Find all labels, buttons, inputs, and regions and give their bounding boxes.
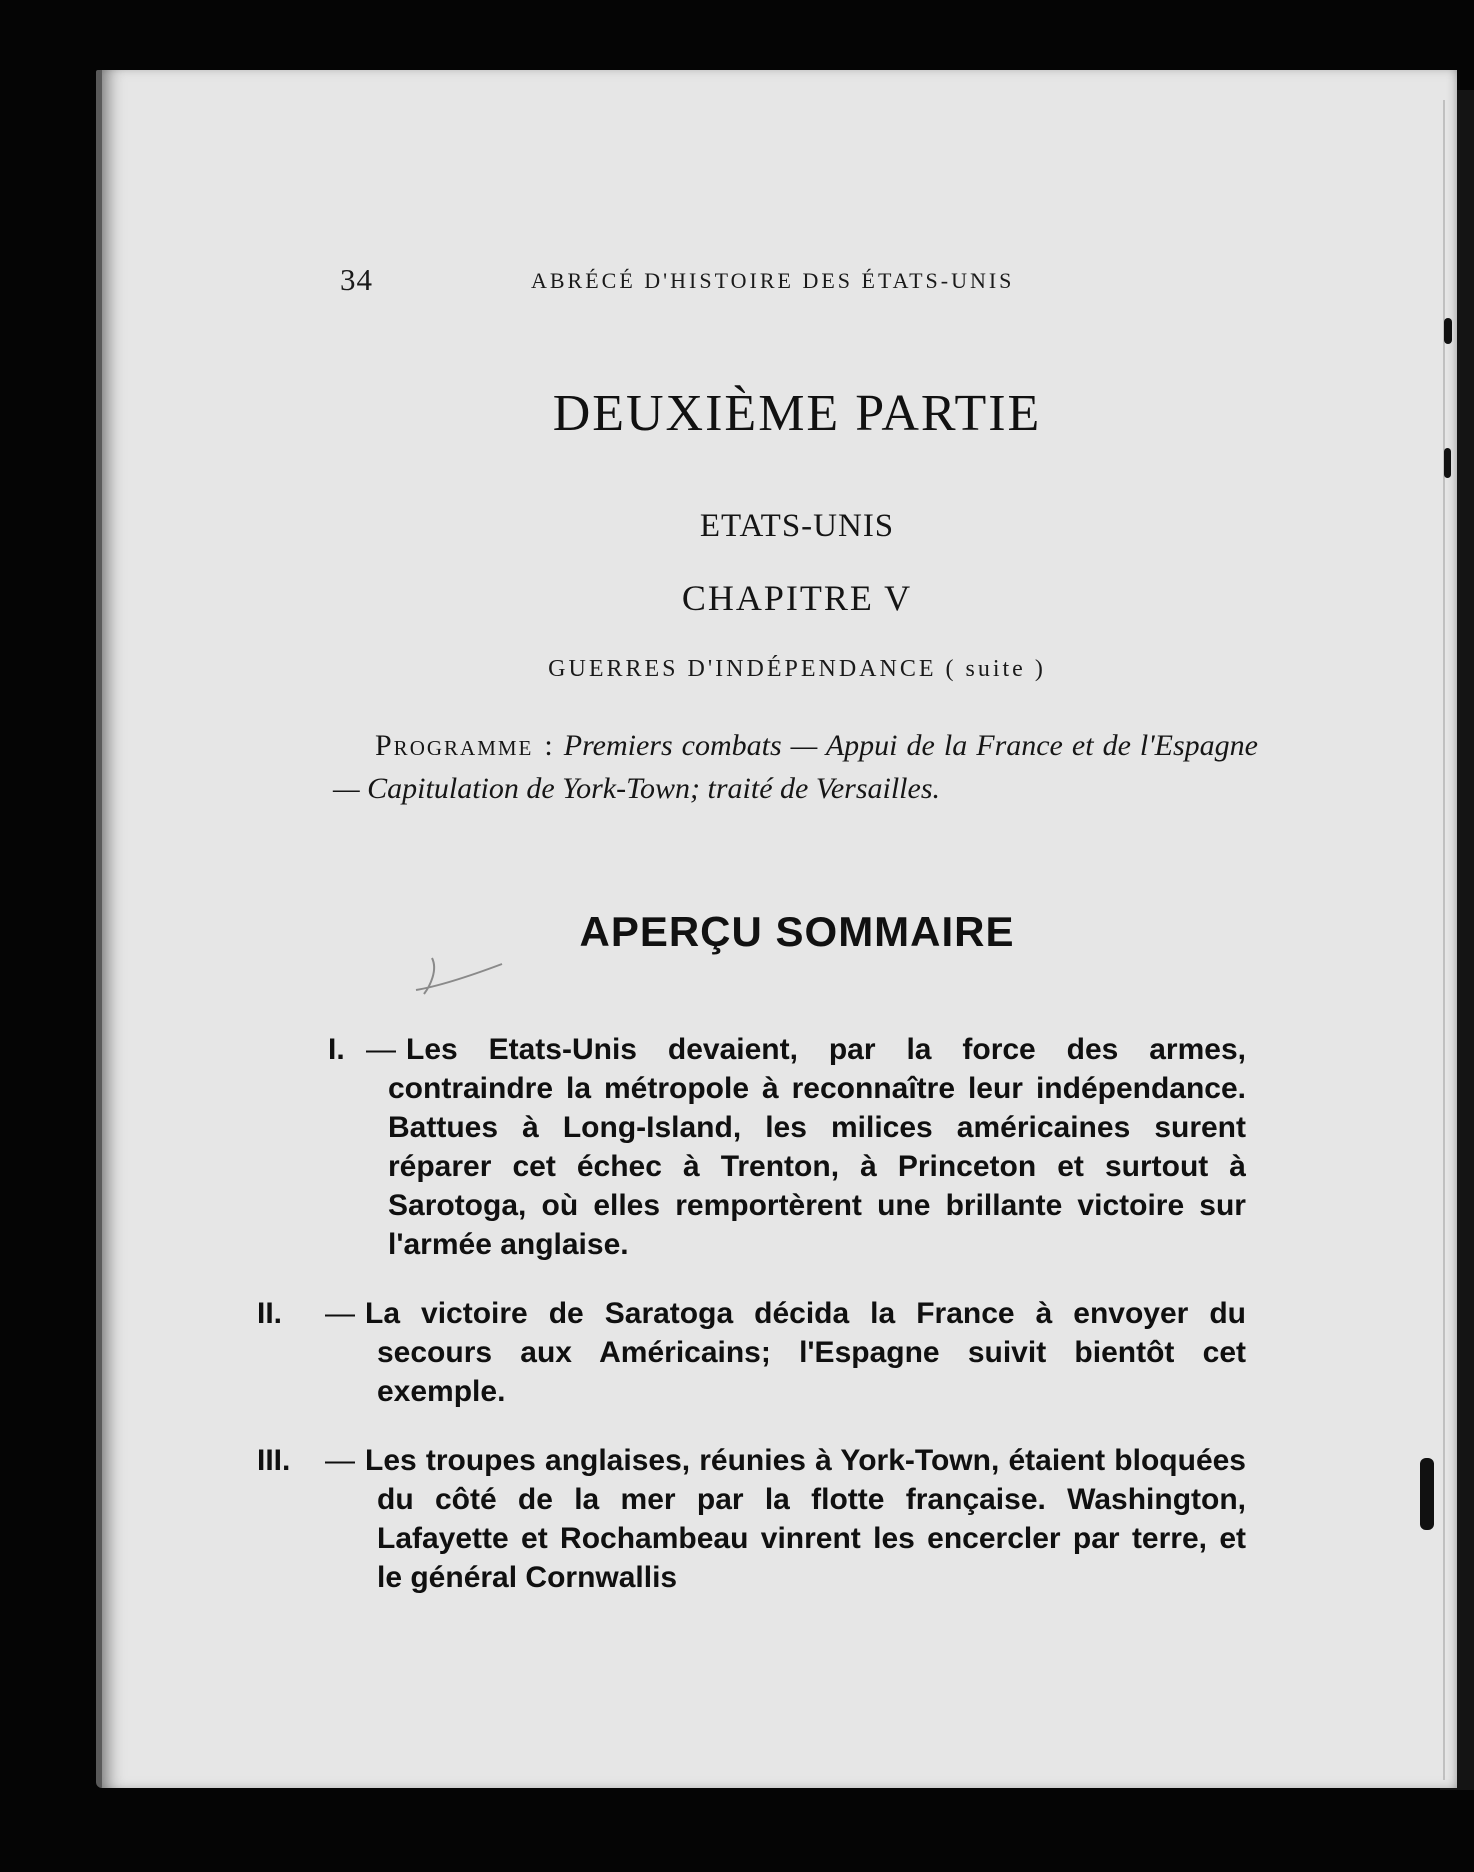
- summary-point: — Les troupes anglaises, réunies à York-Town, étaient bloquées du côté de la mer par la flotte française. Washington, Lafayette et Rochambeau vinrent les encercler par terre, et le général Cornwallis: [325, 1444, 1246, 1594]
- programme-paragraph: [333, 724, 1258, 810]
- pencil-mark-icon: [410, 950, 510, 1010]
- summary-title: APERÇU SOMMAIRE: [579, 908, 1015, 955]
- edge-stain: [1444, 318, 1452, 344]
- point-text: Les troupes anglaises, réunies à York-Town, étaient bloquées du côté de la mer par la flotte française. Washington, Lafayette et Rochambeau vinrent les encercler par terre, et le général Cornwallis: [365, 1444, 1246, 1594]
- section-title: ETATS-UNIS: [699, 508, 895, 544]
- chapter-title: CHAPITRE V: [681, 578, 913, 618]
- edge-stain: [1420, 1458, 1434, 1530]
- part-title: DEUXIÈME PARTIE: [552, 385, 1042, 442]
- summary-points: [320, 1030, 1246, 1627]
- programme-text: Premiers combats — Appui de la France et de l'Espagne — Capitulation de York-Town; traité de Versailles.: [333, 729, 1258, 805]
- edge-stain: [1444, 448, 1451, 478]
- running-title: ABRÉCÉ D'HISTOIRE DES ÉTATS-UNIS: [531, 268, 1015, 293]
- point-text: Les Etats-Unis devaient, par la force des armes, contraindre la métropole à reconnaître leur indépendance. Battues à Long-Island, les milices américaines surent réparer cet échec à Trenton, à Princeton et surtout à Sarotoga, où elles remportèrent une brillante victoire sur l'armée anglaise.: [388, 1033, 1246, 1261]
- chapter-subtitle: GUERRES D'INDÉPENDANCE ( suite ): [548, 656, 1046, 682]
- summary-point: I. — Les Etats-Unis devaient, par la force des armes, contraindre la métropole à reconnaître leur indépendance. Battues à Long-Island, les milices américaines surent réparer cet échec à Trenton, à Princeton et surtout à Sarotoga, où elles remportèrent une brillante victoire sur l'armée anglaise.: [328, 1033, 1246, 1261]
- page-number: 34: [340, 262, 373, 297]
- summary-point: — La victoire de Saratoga décida la France à envoyer du secours aux Américains; l'Espagne suivit bientôt cet exemple.: [325, 1297, 1246, 1408]
- point-text: La victoire de Saratoga décida la France à envoyer du secours aux Américains; l'Espagne suivit bientôt cet exemple.: [365, 1297, 1246, 1408]
- programme-label: Programme :: [375, 729, 555, 762]
